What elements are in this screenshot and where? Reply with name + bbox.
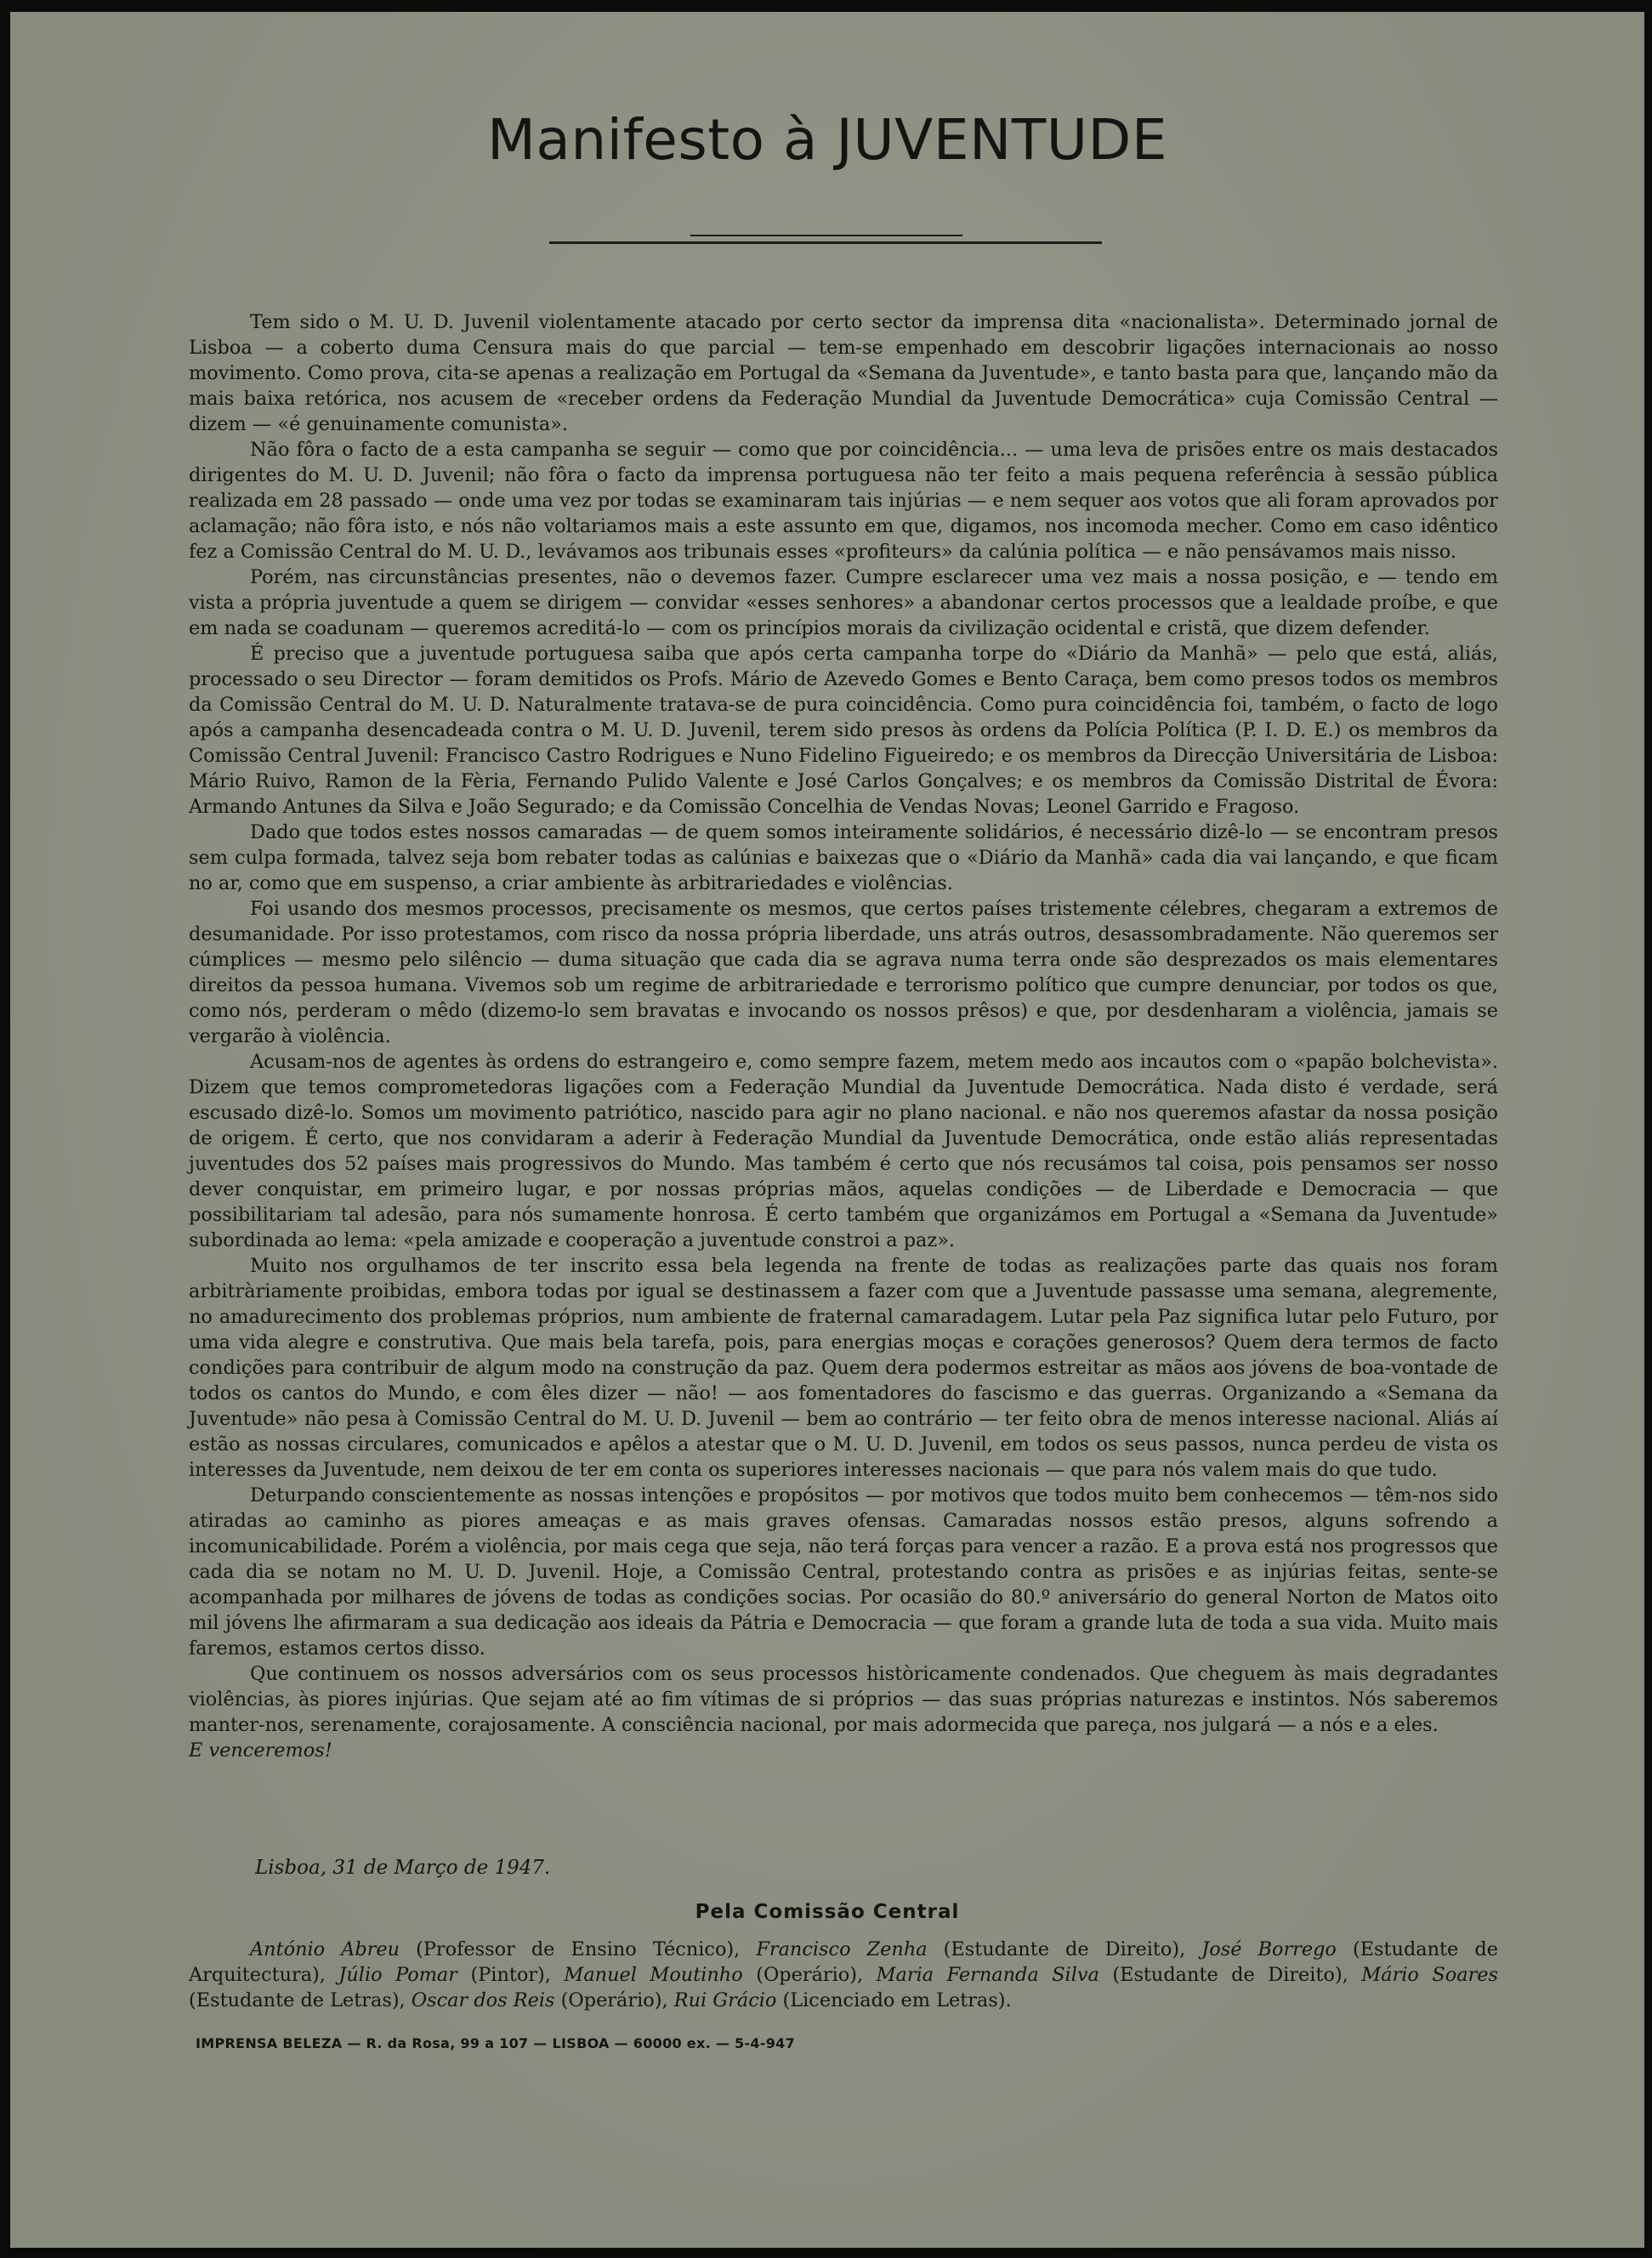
- signatory-name: Rui Grácio: [673, 1989, 777, 2011]
- signatory-name: Manuel Moutinho: [564, 1964, 743, 1986]
- paragraph-4: É preciso que a juventude portuguesa saiba que após certa campanha torpe do «Diário da Manhã» — pelo que está, aliás, processado o seu Director — foram demitidos os Profs. Mário de Azevedo Gomes e Bento Caraça, bem como presos todos os membros da Comissão Central do M. U. D. Naturalmente tratava-se de pura coincidência. Como pura coincidência foi, também, o facto de logo após a campanha desencadeada contra o M. U. D. Juvenil, terem sido presos às ordens da Polícia Política (P. I. D. E.) os membros da Comissão Central Juvenil: Francisco Castro Rodrigues e Nuno Fidelino Figueiredo; e os membros da Direcção Universitária de Lisboa: Mário Ruivo, Ramon de la Fèria, Fernando Pulido Valente e José Carlos Gonçalves; e os membros da Comissão Distrital de Évora: Armando Antunes da Silva e João Segurado; e da Comissão Concelhia de Vendas Novas; Leonel Garrido e Fragoso.: [189, 643, 1498, 818]
- signatory-role: (Professor de Ensino Técnico),: [416, 1938, 741, 1960]
- signatories-list: [189, 1937, 1498, 2013]
- signatory-role: (Estudante de Letras),: [189, 1989, 406, 2011]
- signatory-name: Francisco Zenha: [756, 1938, 928, 1960]
- signatory-role: (Estudante de Direito),: [943, 1938, 1186, 1960]
- signatory-role: (Licenciado em Letras).: [782, 1989, 1012, 2011]
- signature-heading: Pela Comissão Central: [695, 1901, 960, 1923]
- signatory-name: António Abreu: [250, 1938, 400, 1960]
- paragraph-2: Não fôra o facto de a esta campanha se seguir — como que por coincidência... — uma leva de prisões entre os mais destacados dirigentes do M. U. D. Juvenil; não fôra o facto da imprensa portuguesa não ter feito a mais pequena referência à sessão pública realizada em 28 passado — onde uma vez por todas se examinaram tais injúrias — e nem sequer aos votos que ali foram aprovados por aclamação; não fôra isto, e nós não voltariamos mais a este assunto em que, digamos, nos incomoda mecher. Como em caso idêntico fez a Comissão Central do M. U. D., levávamos aos tribunais esses «profiteurs» da calúnia política — e não pensávamos mais nisso.: [189, 439, 1498, 563]
- signatory-name: Oscar dos Reis: [411, 1989, 555, 2011]
- closing-line: E venceremos!: [189, 1739, 332, 1762]
- title-rule-long: [549, 241, 1102, 244]
- signatory-role: (Operário),: [560, 1989, 668, 2011]
- signatory-name: José Borrego: [1201, 1938, 1337, 1960]
- signatory-role: (Pintor),: [470, 1964, 551, 1986]
- paragraph-7: Acusam-nos de agentes às ordens do estrangeiro e, como sempre fazem, metem medo aos incautos com o «papão bolchevista». Dizem que temos comprometedoras ligações com a Federação Mundial da Juventude Democrática. Nada disto é verdade, será escusado dizê-lo. Somos um movimento patriótico, nascido para agir no plano nacional. e não nos queremos afastar da nossa posição de origem. É certo, que nos convidaram a aderir à Federação Mundial da Juventude Democrática, onde estão aliás representadas juventudes dos 52 países mais progressivos do Mundo. Mas também é certo que nós recusámos tal coisa, pois pensamos ser nosso dever conquistar, em primeiro lugar, e por nossas próprias mãos, aquelas condições — de Liberdade e Democracia — que possibilitariam tal adesão, para nós sumamente honrosa. É certo também que organizámos em Portugal a «Semana da Juventude» subordinada ao lema: «pela amizade e cooperação a juventude constroi a paz».: [189, 1051, 1498, 1251]
- signatory-role: (Estudante de Direito),: [1112, 1964, 1348, 1986]
- paragraph-10: Que continuem os nossos adversários com os seus processos històricamente condenados. Que cheguem às mais degradantes violências, às piores injúrias. Que sejam até ao fim vítimas de si próprios — das suas próprias naturezas e instintos. Nós saberemos manter-nos, serenamente, corajosamente. A consciência nacional, por mais adormecida que pareça, nos julgará — a nós e a eles.: [189, 1663, 1498, 1736]
- signatory-name: Mário Soares: [1361, 1964, 1499, 1986]
- paragraph-6: Foi usando dos mesmos processos, precisamente os mesmos, que certos países tristemente célebres, chegaram a extremos de desumanidade. Por isso protestamos, com risco da nossa própria liberdade, uns atrás outros, desassombradamente. Não queremos ser cúmplices — mesmo pelo silêncio — duma situação que cada dia se agrava numa terra onde são desprezados os mais elementares direitos da pessoa humana. Vivemos sob um regime de arbitrariedade e terrorismo político que cumpre denunciar, por todos os que, como nós, perderam o mêdo (dizemo-lo sem bravatas e invocando os nossos prêsos) e que, por desdenharam a violência, jamais se vergarão à violência.: [189, 898, 1498, 1047]
- signatory-role: (Estudante de Arquitectura),: [189, 1938, 1498, 1986]
- document-sheet: [10, 12, 1644, 2248]
- title-rule-short: [690, 235, 962, 236]
- date-line: Lisboa, 31 de Março de 1947.: [255, 1857, 551, 1879]
- paragraph-5: Dado que todos estes nossos camaradas — de quem somos inteiramente solidários, é necessário dizê-lo — se encontram presos sem culpa formada, talvez seja bom rebater todas as calúnias e baixezas que o «Diário da Manhã» cada dia vai lançando, e que ficam no ar, como que em suspenso, a criar ambiente às arbitrariedades e violências.: [189, 821, 1498, 894]
- signatory-role: (Operário),: [756, 1964, 864, 1986]
- paragraph-8: Muito nos orgulhamos de ter inscrito essa bela legenda na frente de todas as realizações parte das quais nos foram arbitràriamente proibidas, embora todas por igual se destinassem a fazer com que a Juventude passasse uma semana, alegremente, no amadurecimento dos problemas próprios, num ambiente de fraternal camaradagem. Lutar pela Paz significa lutar pelo Futuro, por uma vida alegre e construtiva. Que mais bela tarefa, pois, para energias moças e corações generosos? Quem dera termos de facto condições para contribuir de algum modo na construção da paz. Quem dera podermos estreitar as mãos aos jóvens de boa-vontade de todos os cantos do Mundo, e com êles dizer — não! — aos fomentadores do fascismo e das guerras. Organizando a «Semana da Juventude» não pesa à Comissão Central do M. U. D. Juvenil — bem ao contrário — ter feito obra de menos interesse nacional. Aliás aí estão as nossas circulares, comunicados e apêlos a atestar que o M. U. D. Juvenil, em todos os seus passos, nunca perdeu de vista os interesses da Juventude, nem deixou de ter em conta os superiores interesses nacionais — que para nós valem mais do que tudo.: [189, 1255, 1498, 1481]
- document-title: Manifesto à JUVENTUDE: [486, 107, 1168, 173]
- paragraph-3: Porém, nas circunstâncias presentes, não o devemos fazer. Cumpre esclarecer uma vez mais a nossa posição, e — tendo em vista a própria juventude a quem se dirigem — convidar «esses senhores» a abandonar certos processos que a lealdade proíbe, e que em nada se coadunam — queremos acreditá-lo — com os princípios morais da civilização ocidental e cristã, que dizem defender.: [189, 566, 1498, 639]
- paragraph-9: Deturpando conscientemente as nossas intenções e propósitos — por motivos que todos muito bem conhecemos — têm-nos sido atiradas ao caminho as piores ameaças e as mais graves ofensas. Camaradas nossos estão presos, alguns sofrendo a incomunicabilidade. Porém a violência, por mais cega que seja, não terá forças para vencer a razão. E a prova está nos progressos que cada dia se notam no M. U. D. Juvenil. Hoje, a Comissão Central, protestando contra as prisões e as injúrias feitas, sente-se acompanhada por milhares de jóvens de todas as condições socias. Por ocasião do 80.º aniversário do general Norton de Matos oito mil jóvens lhe afirmaram a sua dedicação aos ideais da Pátria e Democracia — que foram a grande luta de toda a sua vida. Muito mais faremos, estamos certos disso.: [189, 1484, 1498, 1659]
- paragraph-1: Tem sido o M. U. D. Juvenil violentamente atacado por certo sector da imprensa dita «nacionalista». Determinado jornal de Lisboa — a coberto duma Censura mais do que parcial — tem-se empenhado em descobrir ligações internacionais ao nosso movimento. Como prova, cita-se apenas a realização em Portugal da «Semana da Juventude», e tanto basta para que, lançando mão da mais baixa retórica, nos acusem de «receber ordens da Federação Mundial da Juventude Democrática» cuja Comissão Central — dizem — «é genuinamente comunista».: [189, 311, 1498, 435]
- manifesto-body: [189, 309, 1498, 1763]
- signatory-name: Maria Fernanda Silva: [876, 1964, 1099, 1986]
- signatory-name: Júlio Pomar: [338, 1964, 457, 1986]
- printer-imprint: IMPRENSA BELEZA — R. da Rosa, 99 a 107 — LISBOA — 60000 ex. — 5-4-947: [196, 2035, 796, 2051]
